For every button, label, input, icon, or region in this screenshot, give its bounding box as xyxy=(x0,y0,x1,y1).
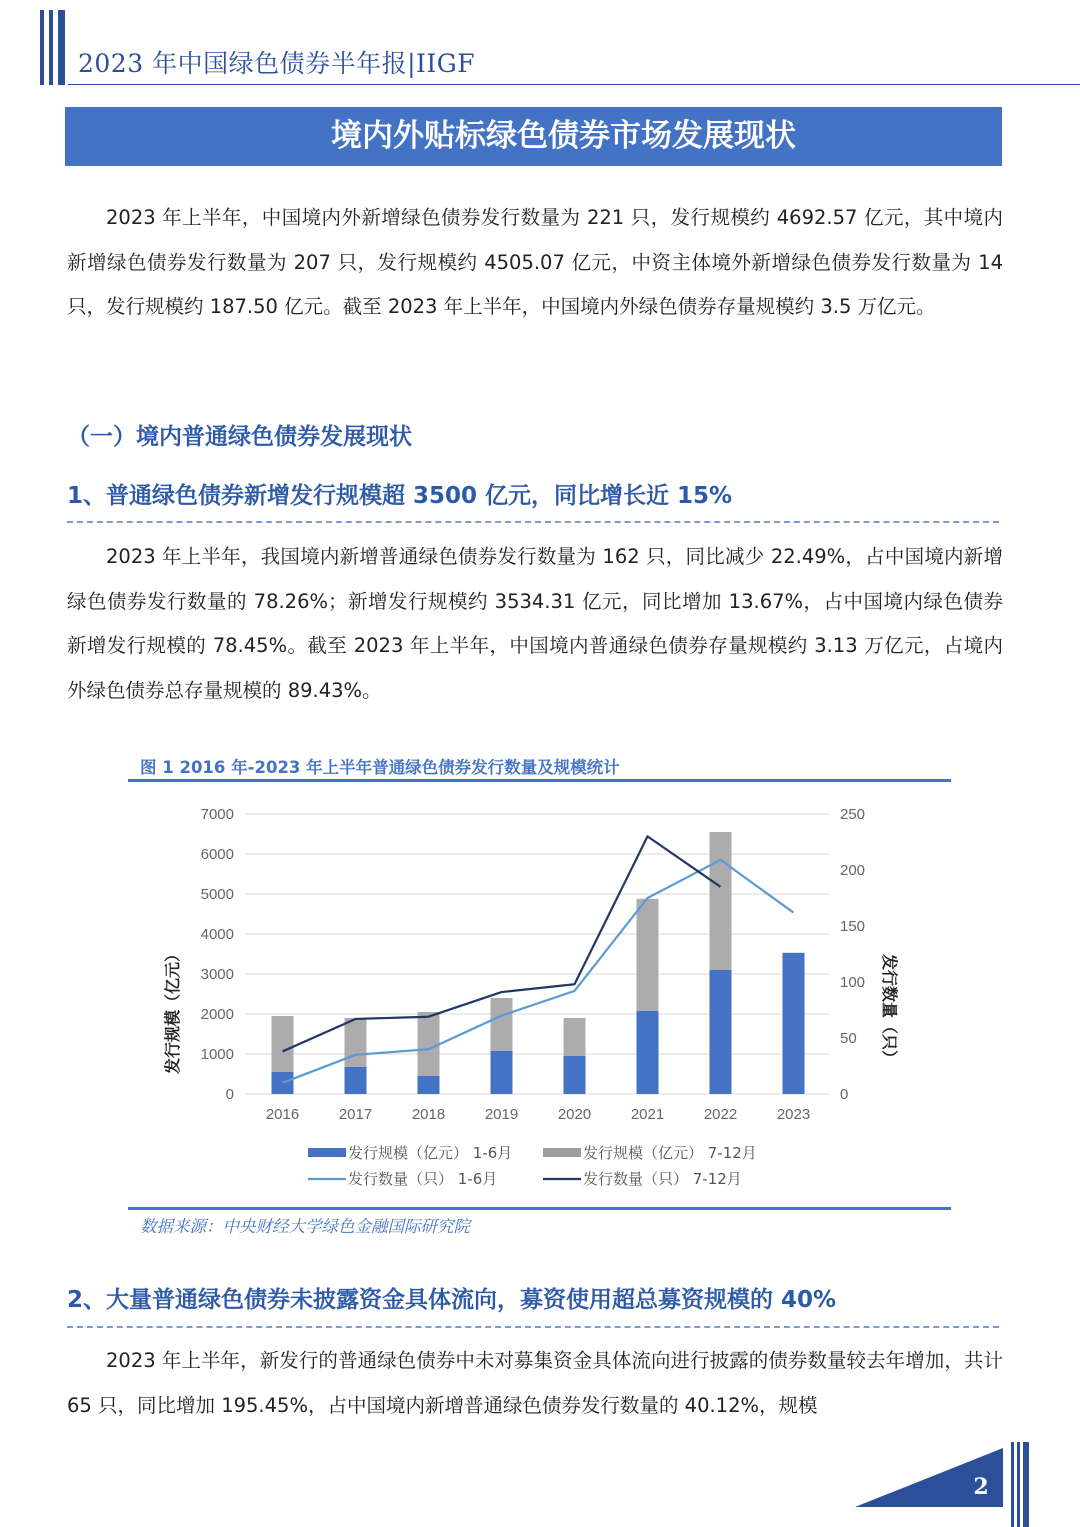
bar-h2 xyxy=(637,899,659,1011)
y-right-tick-label: 100 xyxy=(840,974,866,991)
subheading-2-paragraph: 2023 年上半年，新发行的普通绿色债券中未对募集资金具体流向进行披露的债券数量较去年增加，共计 65 只，同比增加 195.45%，占中国境内新增普通绿色债券发行数量的 40.12%，规模 xyxy=(67,1349,1003,1417)
bar-h1 xyxy=(272,1072,294,1094)
y-left-tick-label: 4000 xyxy=(200,926,234,943)
section-banner: 境内外贴标绿色债券市场发展现状 xyxy=(65,107,1002,166)
bar-h1 xyxy=(491,1051,513,1094)
legend-label: 发行数量（只） 1-6月 xyxy=(348,1170,498,1188)
x-tick-label: 2019 xyxy=(484,1106,519,1123)
legend-swatch xyxy=(543,1148,581,1157)
figure-source: 数据来源：中央财经大学绿色金融国际研究院 xyxy=(140,1217,470,1236)
x-tick-label: 2023 xyxy=(776,1106,811,1123)
bar-h1 xyxy=(783,953,805,1094)
y-left-tick-label: 6000 xyxy=(200,846,234,863)
x-tick-label: 2020 xyxy=(557,1106,592,1123)
subheading-1-divider xyxy=(67,521,999,523)
issuance-chart xyxy=(128,782,951,1207)
bar-h2 xyxy=(564,1018,586,1056)
subheading-2-divider xyxy=(67,1326,999,1328)
y-left-tick-label: 1000 xyxy=(200,1046,234,1063)
x-tick-label: 2018 xyxy=(411,1106,446,1123)
chart-gridlines xyxy=(246,814,830,1094)
intro-paragraph: 2023 年上半年，中国境内外新增绿色债券发行数量为 221 只，发行规模约 4692.57 亿元，其中境内新增绿色债券发行数量为 207 只，发行规模约 4505.07 亿元，中资主体境外新增绿色债券发行数量为 14 只，发行规模约 187.50 亿元。截至 2023 年上半年，中国境内外绿色债券存量规模约 3.5 万亿元。 xyxy=(67,206,1003,318)
bar-h1 xyxy=(710,970,732,1094)
y-left-tick-label: 7000 xyxy=(200,806,234,823)
x-tick-label: 2021 xyxy=(630,1106,665,1123)
y-right-tick-label: 200 xyxy=(840,862,866,879)
legend-label: 发行规模（亿元） 7-12月 xyxy=(583,1144,757,1162)
legend-label: 发行规模（亿元） 1-6月 xyxy=(348,1144,513,1162)
y-right-tick-label: 0 xyxy=(840,1086,849,1103)
page-number: 2 xyxy=(973,1474,989,1500)
running-header-title: 2023 年中国绿色债券半年报|IIGF xyxy=(78,49,476,78)
bar-h2 xyxy=(491,998,513,1051)
legend-label: 发行数量（只） 7-12月 xyxy=(583,1170,742,1188)
bar-h1 xyxy=(418,1076,440,1094)
chart-legend xyxy=(308,1144,757,1188)
y-right-tick-label: 150 xyxy=(840,918,866,935)
bar-h2 xyxy=(418,1012,440,1076)
y-left-tick-label: 2000 xyxy=(200,1006,234,1023)
figure-caption: 图 1 2016 年-2023 年上半年普通绿色债券发行数量及规模统计 xyxy=(140,758,620,777)
y-right-tick-label: 250 xyxy=(840,806,866,823)
chart-bars xyxy=(272,832,805,1094)
y-axis-left-label: 发行规模（亿元） xyxy=(163,945,182,1075)
bar-h1 xyxy=(564,1056,586,1094)
y-left-tick-label: 0 xyxy=(225,1086,234,1103)
header-rule xyxy=(68,84,1080,85)
y-right-tick-label: 50 xyxy=(840,1030,857,1047)
subheading-2: 2、大量普通绿色债券未披露资金具体流向，募资使用超总募资规模的 40% xyxy=(67,1287,837,1313)
subheading-1-paragraph: 2023 年上半年，我国境内新增普通绿色债券发行数量为 162 只，同比减少 22.49%，占中国境内新增绿色债券发行数量的 78.26%；新增发行规模约 3534.31 亿元，同比增加 13.67%，占中国境内绿色债券新增发行规模的 78.45%。截至 2023 年上半年，中国境内普通绿色债券存量规模约 3.13 万亿元，占境内外绿色债券总存量规模的 89.43%。 xyxy=(67,545,1003,702)
figure-bottom-rule xyxy=(128,1207,951,1210)
section-heading: （一）境内普通绿色债券发展现状 xyxy=(67,424,412,450)
header-decoration-bars xyxy=(40,10,66,85)
bar-h2 xyxy=(710,832,732,970)
x-tick-label: 2017 xyxy=(338,1106,373,1123)
bar-h2 xyxy=(272,1016,294,1072)
y-left-tick-label: 3000 xyxy=(200,966,234,983)
x-tick-label: 2022 xyxy=(703,1106,738,1123)
y-axis-right-label: 发行数量（只） xyxy=(880,953,899,1067)
legend-swatch xyxy=(308,1148,346,1157)
x-tick-label: 2016 xyxy=(265,1106,300,1123)
bar-h1 xyxy=(345,1067,367,1094)
y-left-tick-label: 5000 xyxy=(200,886,234,903)
footer-decoration-bars xyxy=(1011,1442,1031,1527)
bar-h1 xyxy=(637,1011,659,1094)
bar-h2 xyxy=(345,1018,367,1067)
subheading-1: 1、普通绿色债券新增发行规模超 3500 亿元，同比增长近 15% xyxy=(67,483,733,509)
